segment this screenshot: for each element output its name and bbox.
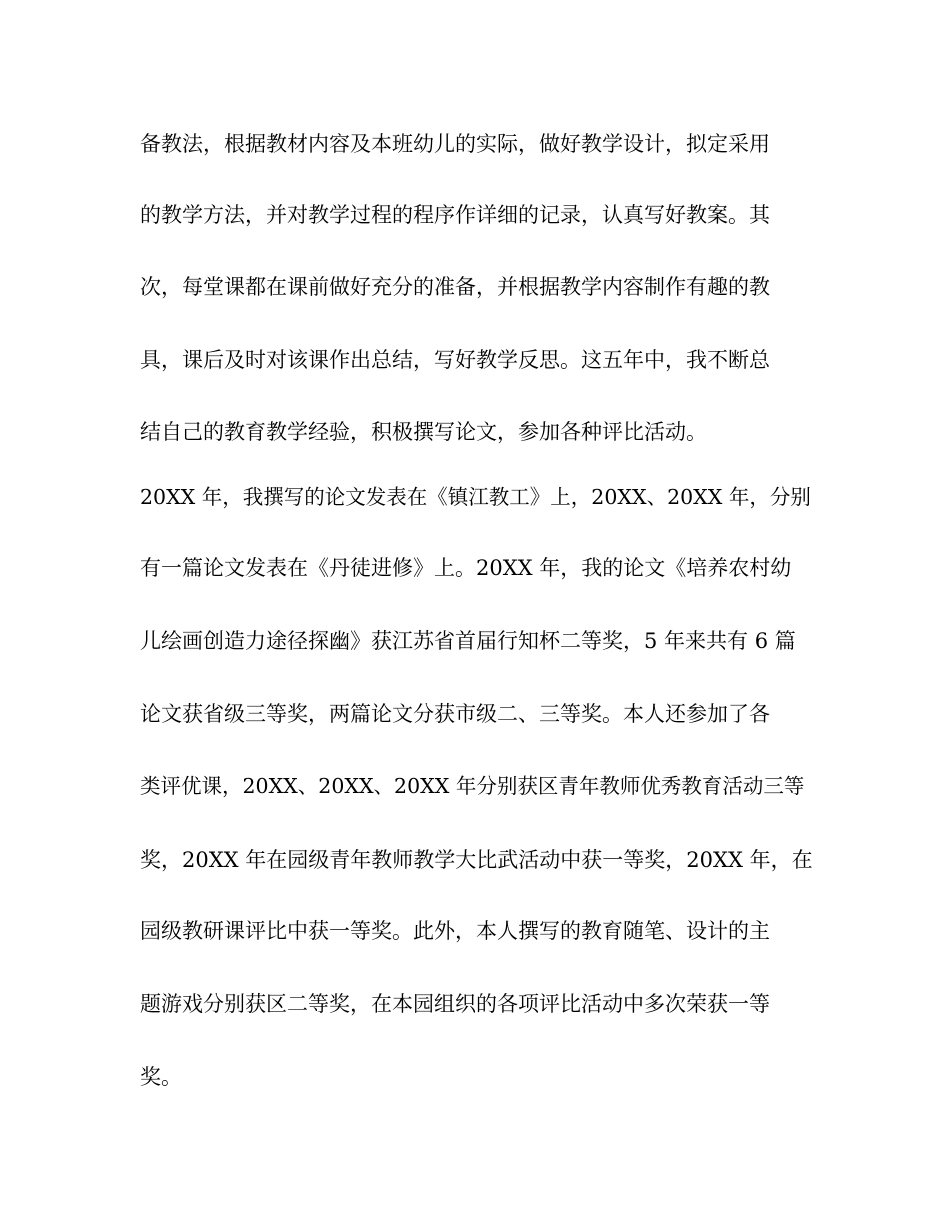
text-line: 奖。: [140, 1065, 182, 1089]
text-line: 具，课后及时对该课作出总结，写好教学反思。这五年中，我不断总: [140, 348, 770, 372]
text-line: 备教法，根据教材内容及本班幼儿的实际，做好教学设计，拟定采用: [140, 132, 770, 156]
text-line: 儿绘画创造力途径探幽》获江苏省首届行知杯二等奖，5 年来共有 6 篇: [140, 629, 796, 653]
text-line: 有一篇论文发表在《丹徒进修》上。20XX 年，我的论文《培养农村幼: [140, 556, 792, 580]
text-line: 20XX 年，我撰写的论文发表在《镇江教工》上，20XX、20XX 年，分别: [140, 485, 811, 509]
text-line: 类评优课，20XX、20XX、20XX 年分别获区青年教师优秀教育活动三等: [140, 774, 805, 798]
text-line: 论文获省级三等奖，两篇论文分获市级二、三等奖。本人还参加了各: [140, 702, 770, 726]
text-line: 结自己的教育教学经验，积极撰写论文，参加各种评比活动。: [140, 420, 707, 444]
text-line: 题游戏分别获区二等奖，在本园组织的各项评比活动中多次荣获一等: [140, 992, 770, 1016]
text-line: 奖，20XX 年在园级青年教师教学大比武活动中获一等奖，20XX 年，在: [140, 848, 813, 872]
text-line: 的教学方法，并对教学过程的程序作详细的记录，认真写好教案。其: [140, 203, 770, 227]
text-line: 次，每堂课都在课前做好充分的准备，并根据教学内容制作有趣的教: [140, 275, 770, 299]
text-line: 园级教研课评比中获一等奖。此外，本人撰写的教育随笔、设计的主: [140, 919, 770, 943]
